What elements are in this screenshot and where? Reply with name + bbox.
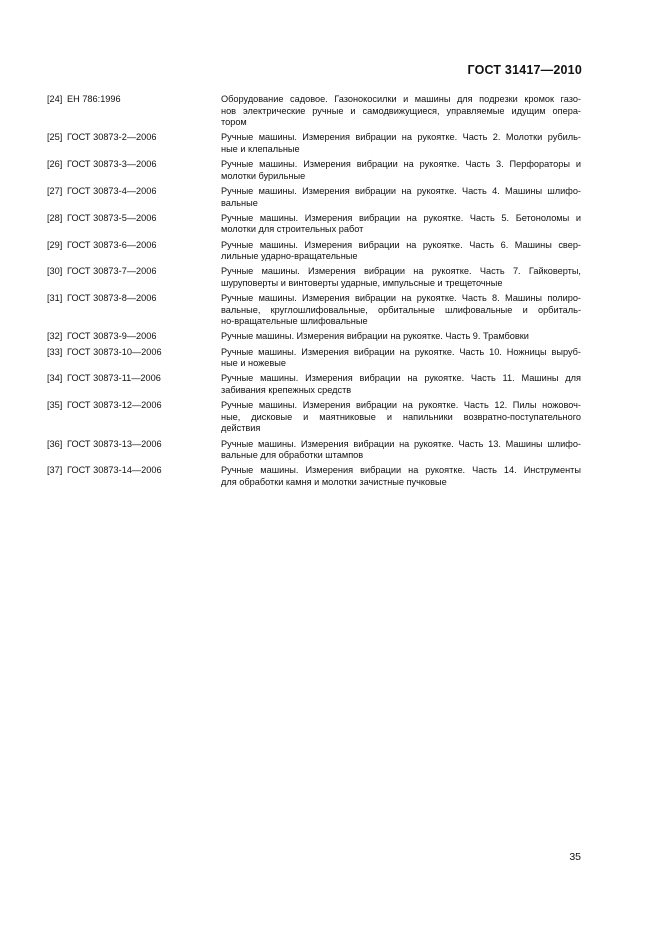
reference-title-line: Ручные машины. Измерения вибрации на рукоятке. Часть 2. Молотки рубиль- [221, 132, 581, 143]
reference-title [221, 347, 581, 370]
reference-document-id: ГОСТ 30873-5—2006 [67, 212, 157, 223]
reference-title [221, 240, 581, 263]
reference-document-id: ГОСТ 30873-4—2006 [67, 185, 157, 196]
reference-title-line: Ручные машины. Измерения вибрации на рукоятке. Часть 10. Ножницы выруб- [221, 346, 581, 357]
reference-entry [47, 186, 581, 209]
reference-title-line: действия [221, 423, 261, 434]
reference-title [221, 373, 581, 396]
reference-number: [34] [47, 373, 63, 384]
reference-title-line: Ручные машины. Измерения вибрации на рукоятке. Часть 7. Гайковерты, [221, 266, 581, 277]
reference-number: [26] [47, 159, 63, 170]
reference-number: [37] [47, 465, 63, 476]
reference-title-line: вальные для обработки штампов [221, 450, 364, 461]
reference-title-line: забивания крепежных средств [221, 385, 352, 395]
reference-number: [29] [47, 239, 63, 250]
reference-document-id: ГОСТ 30873-13—2006 [67, 438, 162, 449]
reference-title [221, 331, 581, 343]
reference-title-line: Ручные машины. Измерения вибрации на рукоятке. Часть 3. Перфораторы и [221, 159, 581, 170]
reference-entry [47, 331, 581, 343]
reference-title-line: Ручные машины. Измерения вибрации на рукоятке. Часть 13. Машины шлифо- [221, 438, 581, 449]
reference-entry [47, 266, 581, 289]
reference-title [221, 465, 581, 488]
reference-number: [30] [47, 266, 63, 277]
reference-number: [25] [47, 132, 63, 143]
reference-entry [47, 347, 581, 370]
reference-number: [33] [47, 346, 63, 357]
reference-title [221, 186, 581, 209]
reference-entry [47, 465, 581, 488]
reference-title-line: молотки для строительных работ [221, 224, 364, 235]
reference-title [221, 132, 581, 155]
bibliography-list [47, 94, 581, 492]
reference-title-line: вальные [221, 197, 258, 208]
reference-title-line: вальные, круглошлифовальные, орбитальные шлифовальные и орбиталь- [221, 304, 581, 315]
reference-number: [32] [47, 331, 63, 342]
reference-title-line: Ручные машины. Измерения вибрации на рукоятке. Часть 14. Инструменты [221, 465, 581, 476]
reference-document-id: ГОСТ 30873-10—2006 [67, 346, 162, 357]
reference-document-id: ГОСТ 30873-6—2006 [67, 239, 157, 250]
reference-title [221, 400, 581, 435]
reference-entry [47, 240, 581, 263]
reference-title-line: ные и клепальные [221, 143, 300, 154]
reference-document-id: ГОСТ 30873-9—2006 [67, 331, 157, 342]
reference-title-line: но-вращательные шлифовальные [221, 316, 368, 327]
reference-number: [36] [47, 438, 63, 449]
reference-document-id: ЕН 786:1996 [67, 94, 121, 104]
reference-title-line: Ручные машины. Измерения вибрации на рукоятке. Часть 11. Машины для [221, 373, 581, 384]
reference-entry [47, 94, 581, 129]
reference-title-line: молотки бурильные [221, 170, 306, 181]
reference-document-id: ГОСТ 30873-14—2006 [67, 465, 162, 476]
reference-number: [27] [47, 185, 63, 196]
reference-document-id: ГОСТ 30873-11—2006 [67, 373, 161, 384]
reference-entry [47, 439, 581, 462]
reference-title [221, 213, 581, 236]
reference-title [221, 439, 581, 462]
reference-title [221, 94, 581, 129]
reference-document-id: ГОСТ 30873-3—2006 [67, 159, 157, 170]
reference-title-line: Ручные машины. Измерения вибрации на рукоятке. Часть 4. Машины шлифо- [221, 185, 581, 196]
reference-entry [47, 159, 581, 182]
reference-title-line: Оборудование садовое. Газонокосилки и машины для подрезки кромок газо- [221, 94, 581, 104]
reference-title-line: Ручные машины. Измерения вибрации на рукоятке. Часть 6. Машины свер- [221, 239, 581, 250]
reference-entry [47, 373, 581, 396]
reference-entry [47, 132, 581, 155]
reference-document-id: ГОСТ 30873-2—2006 [67, 132, 157, 143]
reference-number: [28] [47, 212, 63, 223]
reference-title-line: лильные ударно-вращательные [221, 251, 358, 262]
reference-document-id: ГОСТ 30873-7—2006 [67, 266, 157, 277]
page-header-standard-id: ГОСТ 31417—2010 [467, 63, 582, 77]
reference-title [221, 159, 581, 182]
reference-title [221, 293, 581, 328]
reference-entry [47, 400, 581, 435]
reference-title-line: ные, дисковые и маятниковые и напильники возвратно-поступательного [221, 411, 581, 422]
reference-title-line: Ручные машины. Измерения вибрации на рукоятке. Часть 9. Трамбовки [221, 331, 529, 342]
reference-title-line: нов электрические ручные и самодвижущиеся, управляемые идущим опера- [221, 105, 581, 116]
reference-entry [47, 293, 581, 328]
page-number: 35 [569, 851, 581, 863]
reference-title-line: Ручные машины. Измерения вибрации на рукоятке. Часть 5. Бетоноломы и [221, 212, 581, 223]
reference-document-id: ГОСТ 30873-8—2006 [67, 293, 157, 304]
reference-entry [47, 213, 581, 236]
reference-number: [35] [47, 400, 63, 411]
reference-title-line: шуруповерты и винтоверты ударные, импульсные и трещеточные [221, 277, 503, 288]
reference-title-line: Ручные машины. Измерения вибрации на рукоятке. Часть 8. Машины полиро- [221, 293, 581, 304]
reference-title-line: Ручные машины. Измерения вибрации на рукоятке. Часть 12. Пилы ножовоч- [221, 400, 581, 411]
reference-title-line: тором [221, 117, 247, 128]
reference-title [221, 266, 581, 289]
reference-document-id: ГОСТ 30873-12—2006 [67, 400, 162, 411]
reference-number: [31] [47, 293, 63, 304]
reference-title-line: ные и ножевые [221, 358, 286, 369]
reference-number: [24] [47, 94, 63, 104]
reference-title-line: для обработки камня и молотки зачистные пучковые [221, 476, 447, 487]
